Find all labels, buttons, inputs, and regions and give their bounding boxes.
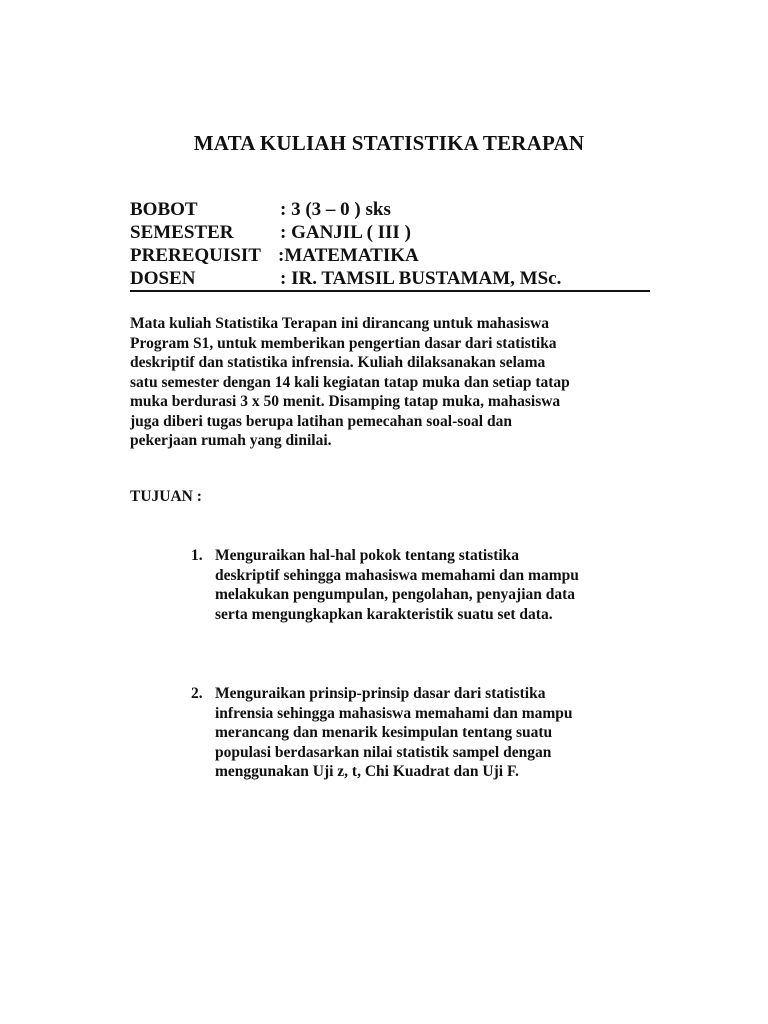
goal-line: menggunakan Uji z, t, Chi Kuadrat dan Uji F.: [215, 763, 519, 780]
course-info: [130, 198, 650, 290]
description-line: Program S1, untuk memberikan pengertian dasar dari statistika: [130, 334, 557, 352]
description-line: Mata kuliah Statistika Terapan ini dirancang untuk mahasiswa: [130, 315, 550, 332]
info-label: DOSEN: [130, 268, 196, 289]
document-title: MATA KULIAH STATISTIKA TERAPAN: [193, 131, 585, 155]
description-line: deskriptif dan statistika infrensia. Kuliah dilaksanakan selama: [130, 354, 546, 371]
info-label: BOBOT: [130, 199, 198, 220]
header-divider: [130, 290, 650, 292]
goal-line: Menguraikan prinsip-prinsip dasar dari statistika: [215, 685, 546, 702]
info-row-semester: [130, 221, 650, 244]
info-value: : GANJIL ( III ): [280, 222, 411, 243]
course-description: [130, 314, 650, 451]
info-value: : 3 (3 – 0 ) sks: [280, 199, 391, 220]
info-label: PREREQUISIT: [130, 245, 261, 266]
goal-text: [215, 546, 579, 624]
goal-line: infrensia sehingga mahasiswa memahami dan mampu: [215, 704, 573, 722]
description-line: satu semester dengan 14 kali kegiatan tatap muka dan setiap tatap: [130, 373, 570, 391]
goal-line: merancang dan menarik kesimpulan tentang suatu: [215, 724, 553, 741]
goal-text: [215, 684, 573, 782]
description-line: pekerjaan rumah yang dinilai.: [130, 432, 332, 449]
description-line: muka berdurasi 3 x 50 menit. Disamping tatap muka, mahasiswa: [130, 393, 561, 410]
description-line: juga diberi tugas berupa latihan pemecahan soal-soal dan: [130, 412, 512, 430]
info-row-bobot: [130, 198, 650, 221]
info-row-prerequisit: [130, 244, 650, 267]
info-label: SEMESTER: [130, 222, 234, 243]
goal-line: deskriptif sehingga mahasiswa memahami dan mampu: [215, 566, 579, 584]
goal-line: serta mengungkapkan karakteristik suatu set data.: [215, 605, 553, 623]
goal-line: populasi berdasarkan nilai statistik sampel dengan: [215, 743, 552, 761]
info-value: : IR. TAMSIL BUSTAMAM, MSc.: [280, 268, 562, 289]
goal-line: Menguraikan hal-hal pokok tentang statistika: [215, 547, 520, 564]
goal-number: 1.: [191, 547, 203, 564]
info-row-dosen: [130, 267, 650, 290]
info-value: :MATEMATIKA: [278, 245, 419, 266]
tujuan-heading: TUJUAN :: [130, 488, 202, 505]
goal-line: melakukan pengumpulan, pengolahan, penyajian data: [215, 586, 576, 603]
goal-number: 2.: [191, 685, 203, 702]
